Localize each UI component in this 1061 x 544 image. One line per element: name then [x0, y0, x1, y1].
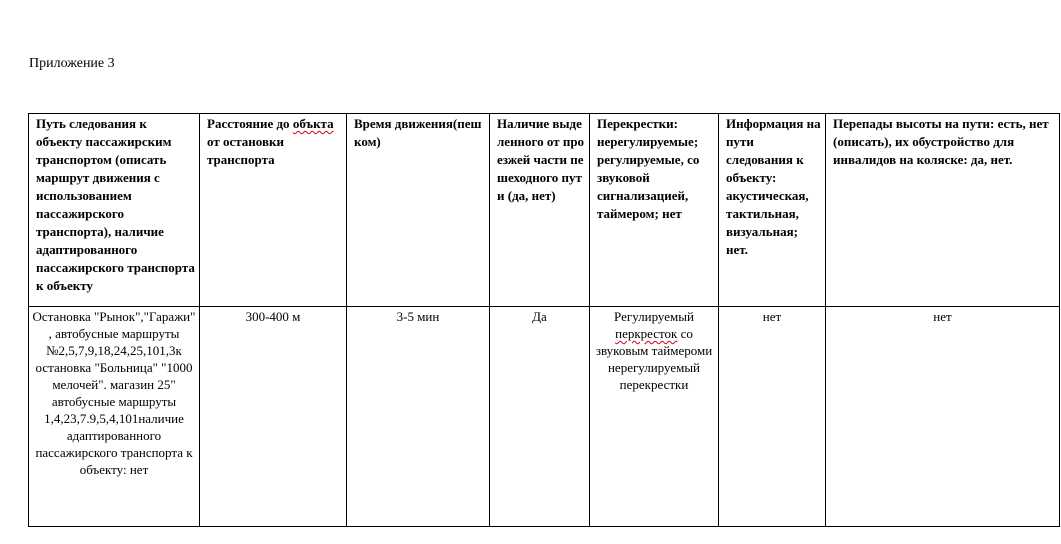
header-height-differences: Перепады высоты на пути: есть, нет (описать), их обустройство для инвалидов на коляске: да, нет.	[826, 114, 1060, 307]
cell-pedestrian-path: Да	[490, 307, 590, 527]
header-time: Время движения(пешком)	[347, 114, 490, 307]
cell-route: Остановка "Рынок","Гаражи" , автобусные маршруты №2,5,7,9,18,24,25,101,3к остановка "Больница" "1000 мелочей". магазин 25" автобусные маршруты 1,4,23,7.9,5,4,101наличие адаптированного пассажирского транспорта к объекту: нет	[29, 307, 200, 527]
table-header-row	[29, 114, 1060, 307]
cell-distance: 300-400 м	[200, 307, 347, 527]
header-information: Информация на пути следования к объекту: акустическая, тактильная, визуальная; нет.	[719, 114, 826, 307]
cell-time: 3-5 мин	[347, 307, 490, 527]
cell-height-differences: нет	[826, 307, 1060, 527]
document-caption: Приложение 3	[29, 56, 115, 71]
header-crossings: Перекрестки: нерегулируемые; регулируемые, со звуковой сигнализацией, таймером; нет	[590, 114, 719, 307]
spellcheck-mark: объкта	[292, 116, 334, 131]
route-info-table	[28, 113, 1060, 527]
header-pedestrian-path: Наличие выделенного от проезжей части пешеходного пути (да, нет)	[490, 114, 590, 307]
cell-crossings: Регулируемый перкресток со звуковым таймероми нерегулируемый перекрестки	[590, 307, 719, 527]
cell-information: нет	[719, 307, 826, 527]
spellcheck-mark: перкресток	[615, 326, 678, 341]
table-row	[29, 307, 1060, 527]
header-distance: Расстояние до объкта от остановки транспорта	[200, 114, 347, 307]
header-route: Путь следования к объекту пассажирским транспортом (описать маршрут движения с использованием пассажирского транспорта), наличие адаптированного пассажирского транспорта к объекту	[29, 114, 200, 307]
